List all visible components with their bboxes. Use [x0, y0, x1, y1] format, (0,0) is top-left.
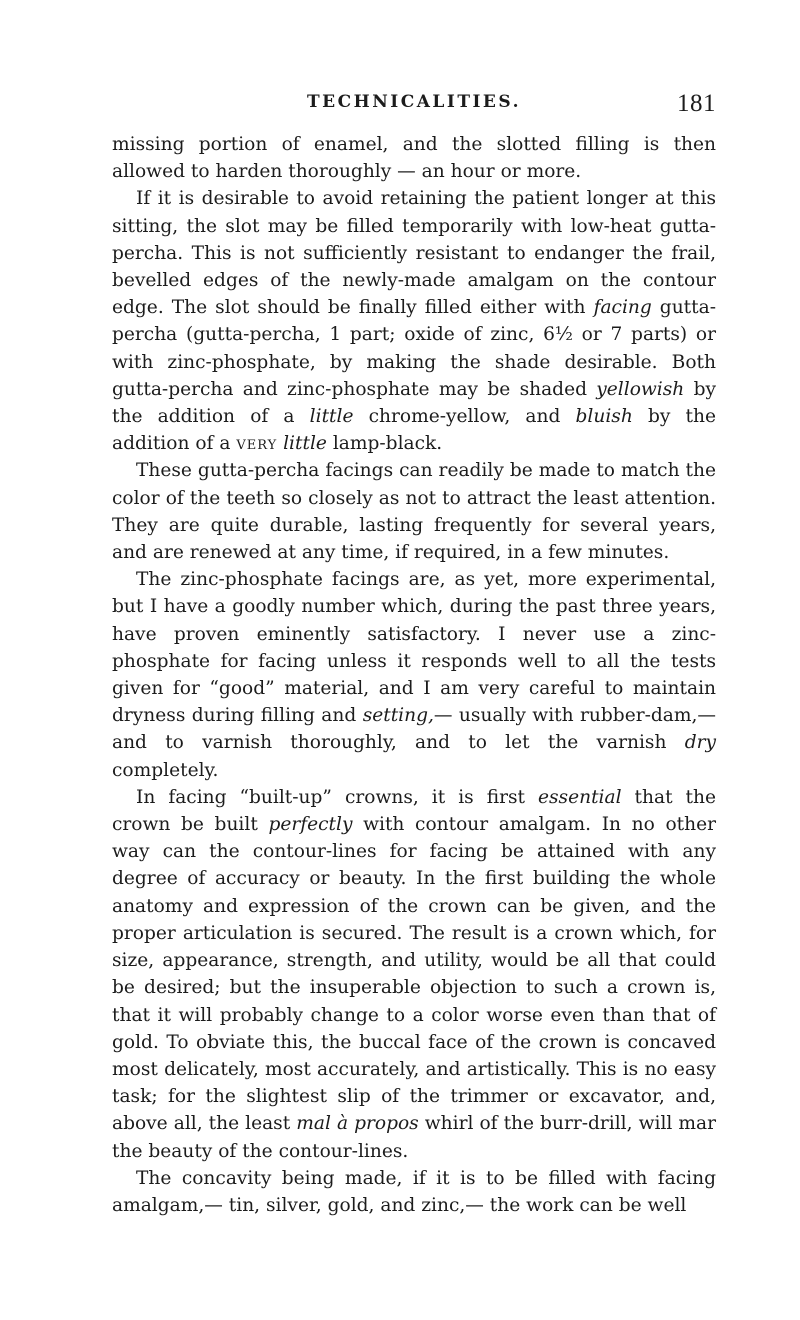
- page-header: [112, 90, 716, 120]
- paragraph-1: [112, 131, 716, 185]
- italic-run: little: [283, 433, 327, 455]
- text-run: with contour amalgam. In no other way can the contour-lines for facing be attained with any degree of accuracy or beauty. In the first building the whole anatomy and expression of the crown can be given, and the proper articulation is secured. The result is a crown which, for size, appearance, strength, and utility, would be all that could be desired; but the insuperable objection to such a crown is, that it will probably change to a color worse even than that of gold. To obviate this, the buccal face of the crown is concaved most delicately, most accurately, and artistically. This is no easy task; for the slightest slip of the trimmer or excavator, and, above all, the least: [112, 814, 716, 1135]
- text-run: — usually with rubber-dam,— and to varnish thoroughly, and to let the varnish: [112, 705, 716, 754]
- text-run: completely.: [112, 759, 219, 781]
- italic-run: perfectly: [268, 814, 353, 836]
- text-run: These gutta-percha facings can readily be made to match the color of the teeth so closely as not to attract the least attention. They are quite durable, lasting frequently for several years, and are renewed at any time, if required, in a few minutes.: [112, 460, 716, 564]
- text-run: missing portion of enamel, and the slotted filling is then allowed to harden thoroughly — an hour or more.: [112, 134, 716, 183]
- italic-run: dry: [684, 732, 716, 754]
- text-run: lamp-black.: [326, 433, 443, 455]
- text-run: The concavity being made, if it is to be filled with facing amalgam,— tin, silver, gold, and zinc,— the work can be well: [112, 1167, 716, 1216]
- small-caps-run: very: [236, 433, 278, 455]
- text-run: by the addition of a: [112, 406, 716, 455]
- body-text: [112, 131, 716, 1219]
- italic-run: bluish: [575, 406, 633, 428]
- italic-run: facing: [593, 297, 652, 319]
- text-run: that the crown be built: [112, 786, 716, 836]
- italic-run: mal à propos: [296, 1113, 419, 1135]
- italic-run: yellowish: [596, 378, 685, 400]
- text-run: The zinc-phosphate facings are, as yet, more experimental, but I have a goodly number which, during the past three years, have proven eminently satisfactory. I never use a zinc-phosphate for facing unless it responds well to all the tests given for “good” material, and I am very careful to maintain dryness during filling and: [112, 569, 716, 727]
- page-number: 181: [677, 90, 716, 117]
- paragraph-4: [112, 566, 716, 784]
- italic-run: setting,: [362, 705, 434, 727]
- text-run: by the addition of a: [112, 378, 716, 428]
- text-run: gutta-percha (gutta-percha, 1 part; oxide of zinc, 6½ or 7 parts) or with zinc-phosphate, by making the shade desirable. Both gutta-percha and zinc-phosphate may be shaded: [112, 297, 716, 400]
- italic-run: little: [309, 406, 354, 428]
- paragraph-2: [112, 185, 716, 457]
- text-run: chrome-yellow, and: [353, 406, 576, 428]
- italic-run: essential: [538, 786, 622, 808]
- paragraph-3: [112, 457, 716, 566]
- running-head: TECHNICALITIES.: [307, 92, 521, 112]
- paragraph-5: [112, 784, 716, 1165]
- text-run: If it is desirable to avoid retaining the patient longer at this sitting, the slot may be filled temporarily with low-heat gutta-percha. This is not sufficiently resistant to endanger the frail, bevelled edges of the newly-made amalgam on the contour edge. The slot should be finally filled either with: [112, 188, 716, 319]
- paragraph-6: [112, 1165, 716, 1219]
- text-run: whirl of the burr-drill, will mar the beauty of the contour-lines.: [112, 1113, 716, 1162]
- text-run: In facing “built-up” crowns, it is first: [136, 786, 538, 808]
